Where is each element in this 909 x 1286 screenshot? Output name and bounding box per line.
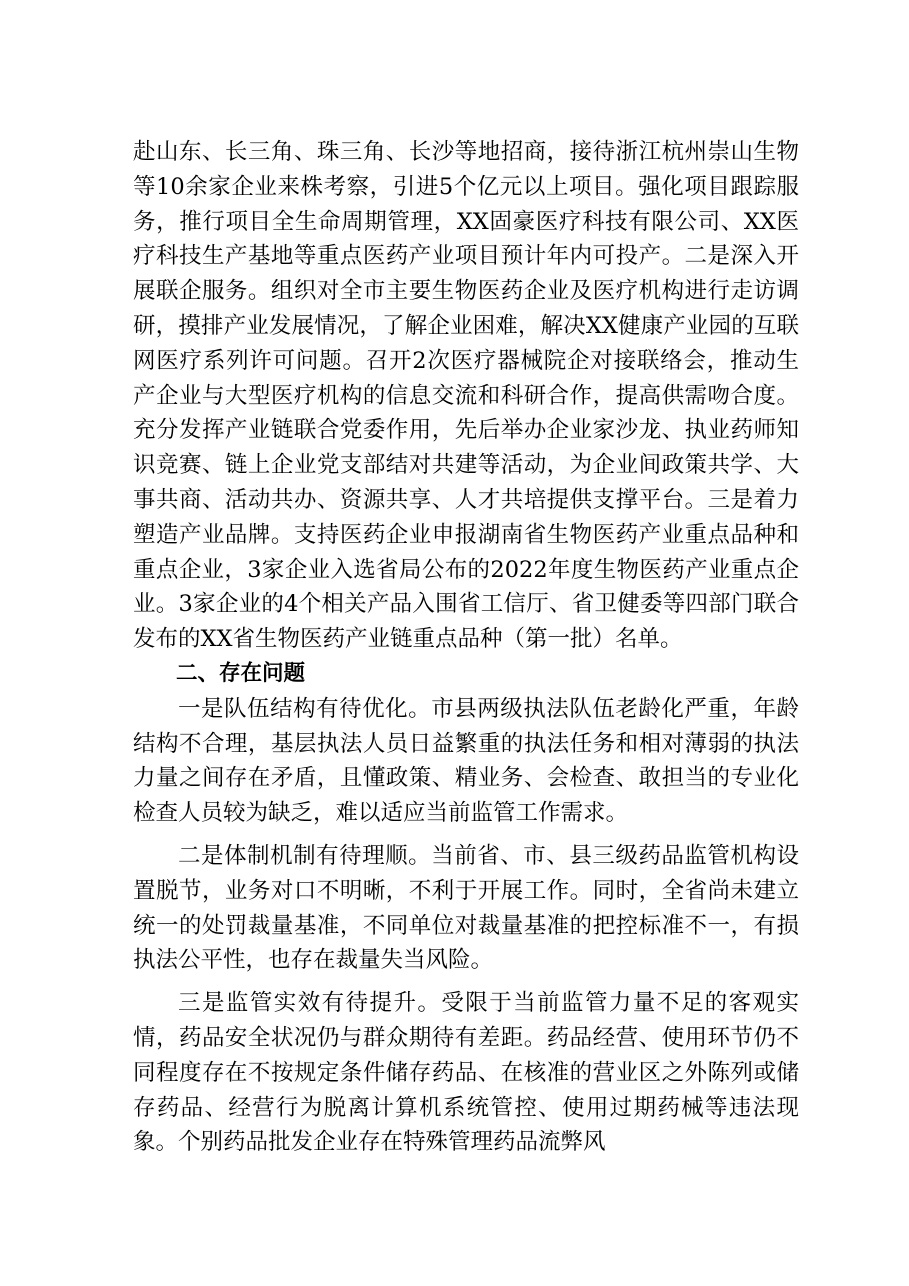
paragraph-continuation: 赴山东、长三角、珠三角、长沙等地招商，接待浙江杭州崇山生物等10余家企业来株考察，引进5个亿元以上项目。强化项目跟踪服务，推行项目全生命周期管理，XX固豪医疗科技有限公司、XX医疗科技生产基地等重点医药产业项目预计年内可投产。二是深入开展联企服务。组织对全市主要生物医药企业及医疗机构进行走访调研，摸排产业发展情况，了解企业困难，解决XX健康产业园的互联网医疗系列许可问题。召开2次医疗器械院企对接联络会，推动生产企业与大型医疗机构的信息交流和科研合作，提高供需吻合度。充分发挥产业链联合党委作用，先后举办企业家沙龙、执业药师知识竞赛、链上企业党支部结对共建等活动，为企业间政策共学、大事共商、活动共办、资源共享、人才共培提供支撑平台。三是着力塑造产业品牌。支持医药企业申报湖南省生物医药产业重点品种和重点企业，3家企业入选省局公布的2022年度生物医药产业重点企业。3家企业的4个相关产品入围省工信厅、省卫健委等四部门联合发布的XX省生物医药产业链重点品种（第一批）名单。: [133, 139, 799, 653]
paragraph-team-structure: 一是队伍结构有待优化。市县两级执法队伍老龄化严重，年龄结构不合理，基层执法人员日益繁重的执法任务和相对薄弱的执法力量之间存在矛盾，且懂政策、精业务、会检查、敢担当的专业化检查人员较为缺乏，难以适应当前监管工作需求。: [133, 695, 799, 827]
document-body: [133, 135, 799, 1160]
paragraph-institutional-mechanism: 二是体制机制有待理顺。当前省、市、县三级药品监管机构设置脱节，业务对口不明晰，不利于开展工作。同时，全省尚未建立统一的处罚裁量基准，不同单位对裁量基准的把控标准不一，有损执法公平性，也存在裁量失当风险。: [133, 842, 799, 974]
paragraph-supervision-effectiveness: 三是监管实效有待提升。受限于当前监管力量不足的客观实情，药品安全状况仍与群众期待有差距。药品经营、使用环节仍不同程度存在不按规定条件储存药品、在核准的营业区之外陈列或储存药品、经营行为脱离计算机系统管控、使用过期药械等违法现象。个别药品批发企业存在特殊管理药品流弊风: [133, 990, 799, 1156]
section-heading-problems: 二、存在问题: [176, 660, 306, 686]
